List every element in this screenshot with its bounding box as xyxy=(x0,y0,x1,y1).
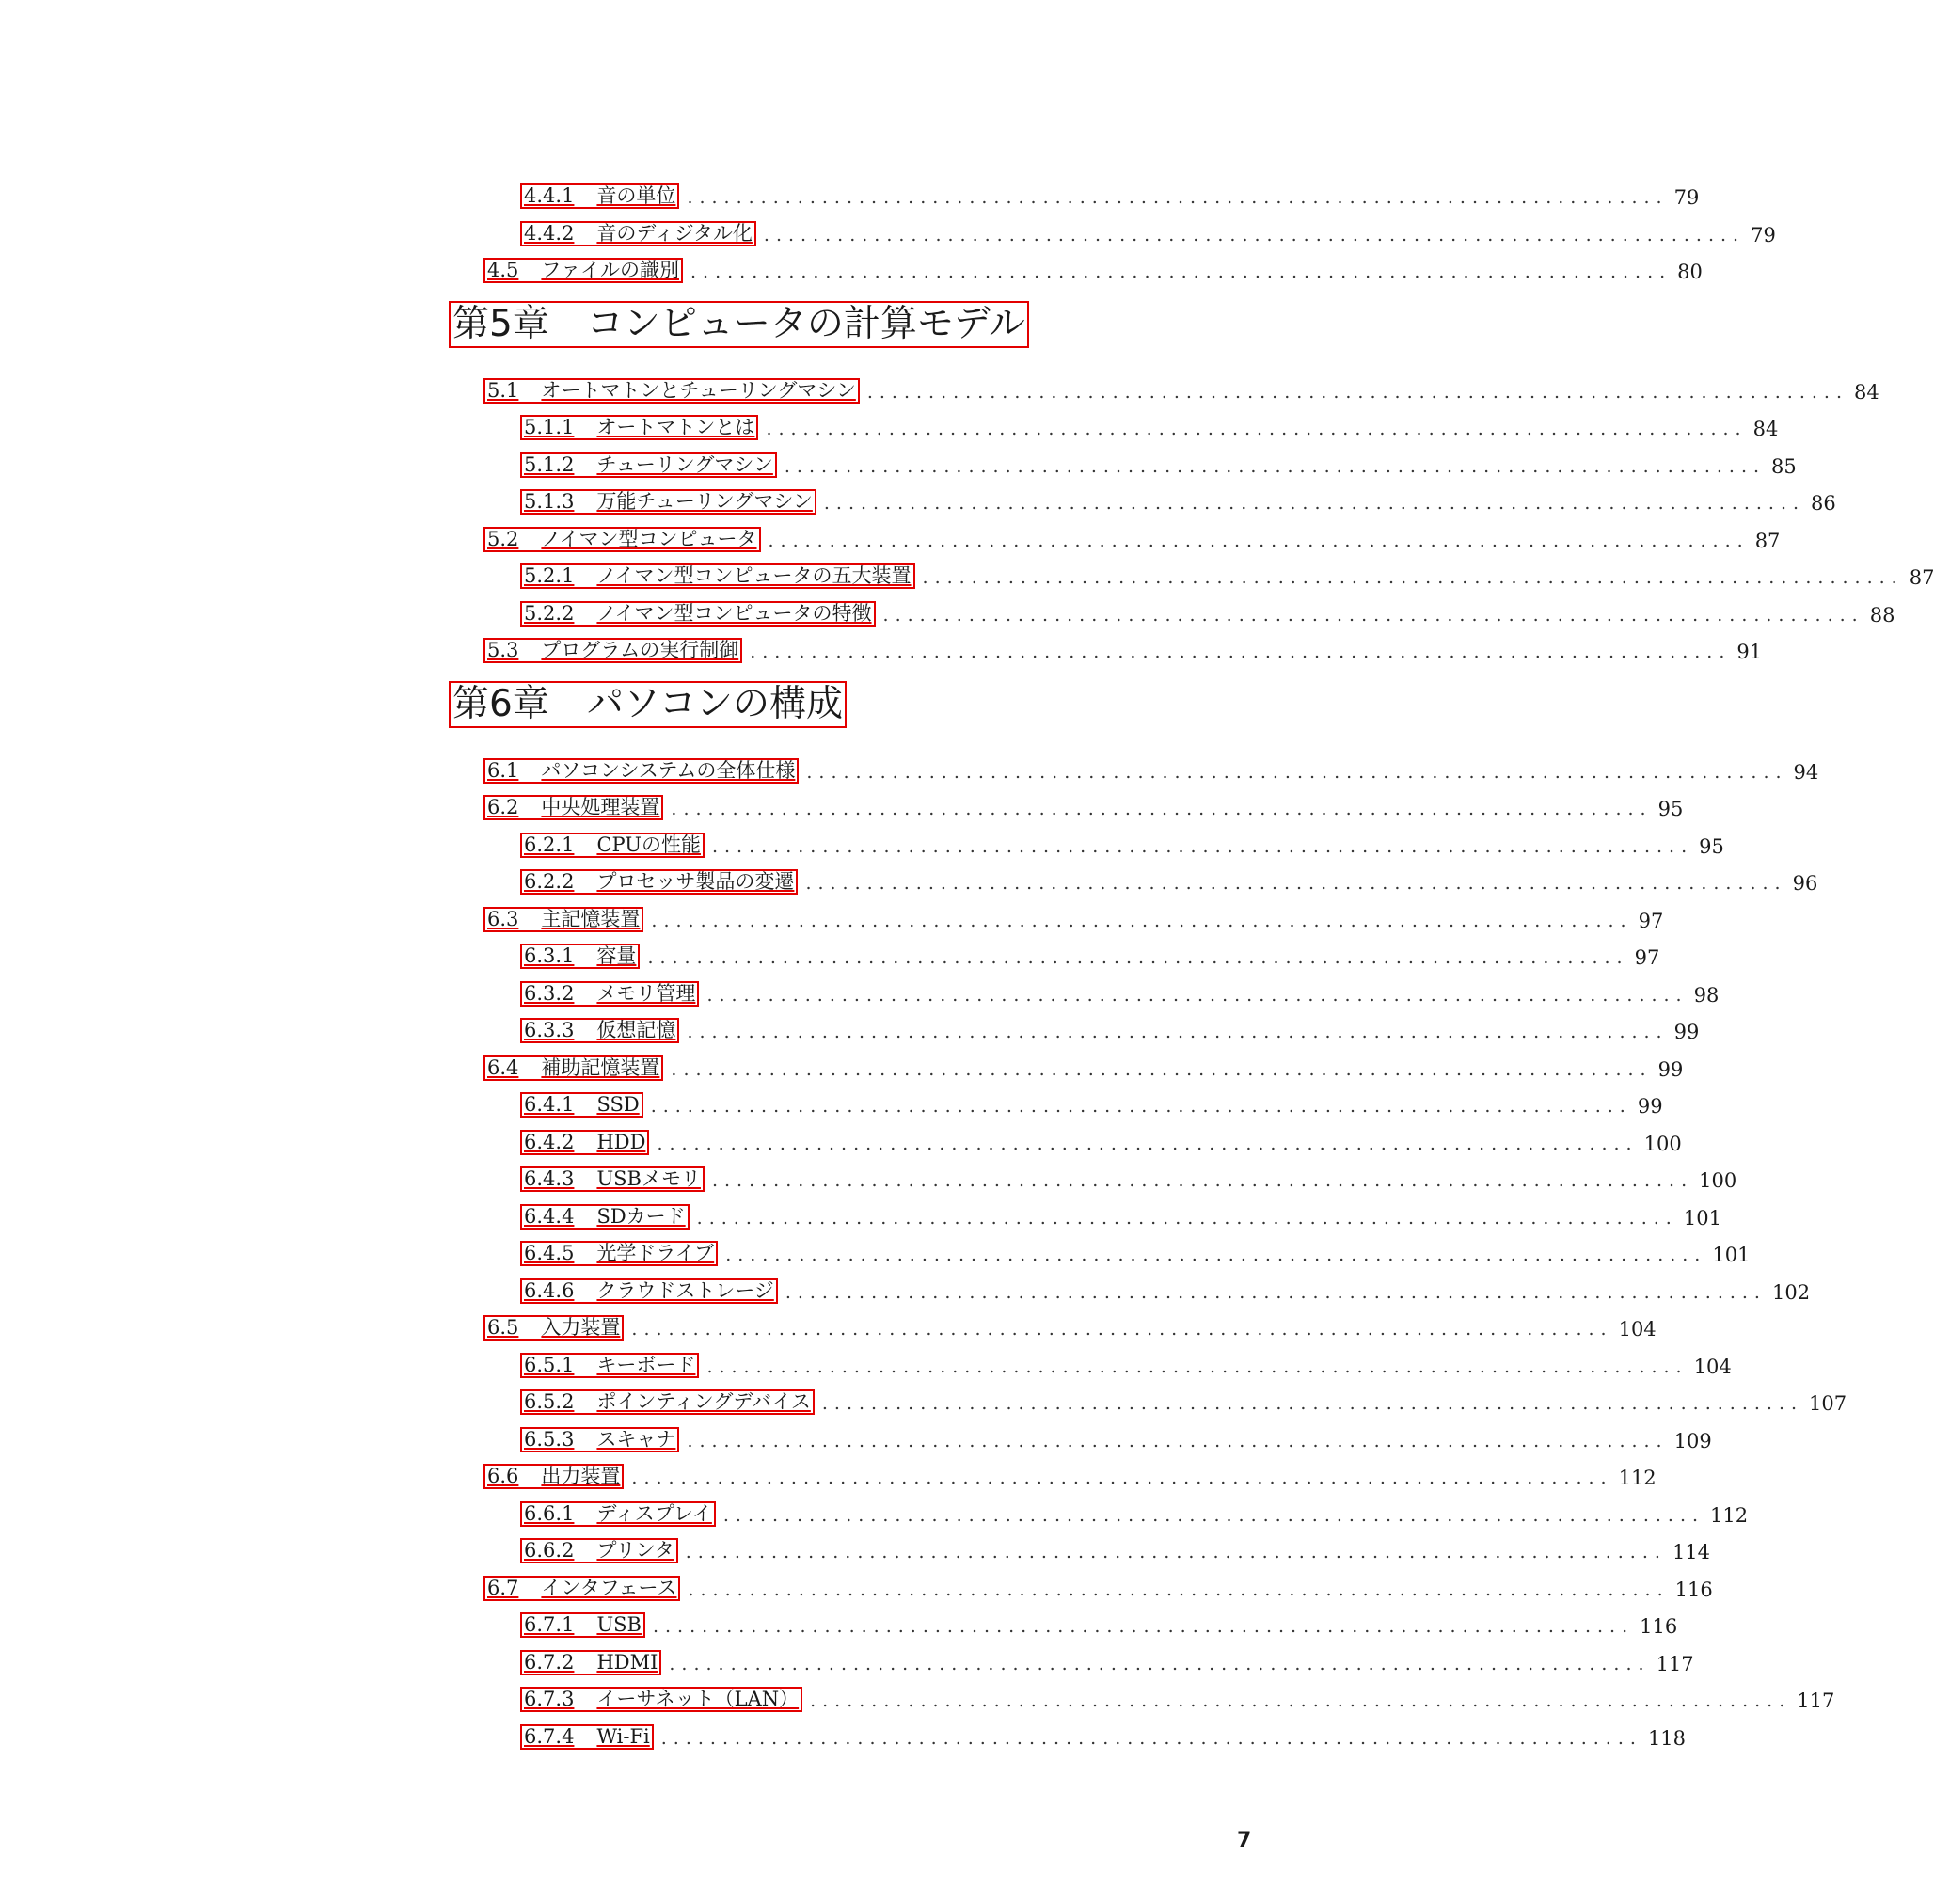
toc-entry[interactable] xyxy=(520,858,1818,895)
dot-leader: ................................................................................ xyxy=(696,1208,1678,1229)
page-ref: 88 xyxy=(1869,604,1895,627)
section-title: 中央処理装置 xyxy=(541,796,660,818)
section-title: ファイルの識別 xyxy=(541,259,679,281)
toc-entry-link[interactable] xyxy=(484,527,761,552)
section-number: 6.5.3 xyxy=(524,1428,575,1451)
section-title: HDMI xyxy=(596,1651,658,1674)
dot-leader: ................................................................................ xyxy=(687,1022,1669,1042)
toc-entry[interactable] xyxy=(520,1267,1811,1304)
page-ref: 79 xyxy=(1751,224,1776,246)
dot-leader: ................................................................................ xyxy=(687,1431,1669,1452)
dot-leader: ................................................................................ xyxy=(690,262,1672,282)
section-title: スキャナ xyxy=(596,1428,676,1451)
dot-leader: ................................................................................ xyxy=(806,762,1788,783)
dot-leader: ................................................................................ xyxy=(785,1282,1767,1303)
section-title: ポインティングデバイス xyxy=(596,1390,811,1413)
section-number: 6.3.2 xyxy=(524,982,575,1005)
section-number: 5.2.2 xyxy=(524,602,575,625)
toc-entry-link[interactable] xyxy=(520,1018,679,1043)
page-ref: 117 xyxy=(1797,1690,1835,1712)
page-ref: 100 xyxy=(1699,1169,1737,1192)
page-ref: 87 xyxy=(1754,530,1781,552)
section-number: 6.6 xyxy=(487,1465,519,1487)
section-number: 6.7 xyxy=(487,1577,519,1599)
section-title: ノイマン型コンピュータの五大装置 xyxy=(596,564,912,587)
section-title: USB xyxy=(596,1613,642,1636)
dot-leader: ................................................................................ xyxy=(725,1245,1707,1265)
toc-entry-link[interactable] xyxy=(520,1092,643,1118)
dot-leader: ................................................................................ xyxy=(631,1319,1613,1340)
chapter-number: 第5章 xyxy=(452,302,549,345)
toc-entry-link[interactable] xyxy=(520,1241,718,1266)
section-title: プログラムの実行制御 xyxy=(541,639,739,661)
section-number: 6.2.2 xyxy=(524,870,575,893)
page-ref: 98 xyxy=(1693,984,1720,1007)
toc-entry[interactable] xyxy=(520,932,1660,969)
toc-entry-link[interactable] xyxy=(484,1315,624,1341)
page-ref: 102 xyxy=(1771,1281,1811,1304)
section-number: 6.4.3 xyxy=(524,1167,575,1190)
toc-entry[interactable] xyxy=(520,1193,1721,1230)
page-ref: 80 xyxy=(1677,261,1703,283)
section-number: 6.5.2 xyxy=(524,1390,575,1413)
toc-entry-link[interactable] xyxy=(520,1389,815,1415)
toc-entry[interactable] xyxy=(520,1527,1711,1563)
section-number: 6.3 xyxy=(487,908,519,930)
toc-entry-link[interactable] xyxy=(520,1353,699,1378)
section-number: 6.2 xyxy=(487,796,519,818)
toc-entry[interactable] xyxy=(520,590,1895,627)
toc-entry[interactable] xyxy=(520,210,1776,246)
section-number: 4.4.1 xyxy=(524,184,575,207)
toc-entry[interactable] xyxy=(520,441,1797,478)
dot-leader: ................................................................................ xyxy=(866,382,1849,403)
toc-entry-link[interactable] xyxy=(520,1687,802,1712)
dot-leader: ................................................................................ xyxy=(657,1134,1639,1154)
page-ref: 107 xyxy=(1809,1392,1847,1415)
section-number: 6.6.1 xyxy=(524,1502,575,1525)
dot-leader: ................................................................................ xyxy=(660,1728,1642,1749)
page-ref: 100 xyxy=(1643,1133,1682,1155)
dot-leader: ................................................................................ xyxy=(784,456,1767,477)
section-title: パソコンシステムの全体仕様 xyxy=(541,759,796,782)
section-number: 6.6.2 xyxy=(524,1539,575,1562)
toc-entry[interactable] xyxy=(520,172,1700,209)
toc-entry-link[interactable] xyxy=(520,563,915,589)
section-number: 4.4.2 xyxy=(524,222,575,245)
section-title: CPUの性能 xyxy=(596,833,701,856)
toc-entry[interactable] xyxy=(520,1007,1700,1043)
toc-entry-link[interactable] xyxy=(484,795,663,820)
page-ref: 96 xyxy=(1792,872,1818,895)
dot-leader: ................................................................................ xyxy=(763,225,1746,246)
dot-leader: ................................................................................ xyxy=(687,187,1669,208)
page-ref: 87 xyxy=(1909,566,1934,589)
toc-entry[interactable] xyxy=(520,1713,1687,1750)
toc-entry-link[interactable] xyxy=(520,1166,705,1192)
section-title: ディスプレイ xyxy=(596,1502,712,1525)
toc-entry[interactable] xyxy=(484,246,1703,283)
page-ref: 97 xyxy=(1634,946,1660,969)
page-ref: 84 xyxy=(1854,381,1879,404)
toc-entry[interactable] xyxy=(520,1378,1847,1415)
toc-entry-link[interactable] xyxy=(520,944,640,969)
toc-entry-link[interactable] xyxy=(520,869,798,895)
section-number: 5.2 xyxy=(487,528,519,550)
toc-entry[interactable] xyxy=(520,1341,1732,1378)
section-title: SSD xyxy=(596,1093,640,1116)
toc-entry[interactable] xyxy=(520,478,1836,515)
toc-entry-link[interactable] xyxy=(520,1278,778,1304)
page-ref: 95 xyxy=(1699,835,1724,858)
dot-leader: ................................................................................ xyxy=(766,419,1748,439)
section-number: 6.3.1 xyxy=(524,944,575,967)
toc-entry-link[interactable] xyxy=(520,1204,690,1230)
toc-entry[interactable] xyxy=(484,747,1819,784)
section-number: 6.5.1 xyxy=(524,1354,575,1376)
section-number: 5.1 xyxy=(487,379,519,402)
page-ref: 114 xyxy=(1672,1541,1711,1563)
toc-entry-link[interactable] xyxy=(520,1612,645,1638)
toc-entry-link[interactable] xyxy=(484,758,799,784)
section-title: Wi-Fi xyxy=(596,1725,650,1748)
section-title: ノイマン型コンピュータ xyxy=(541,528,757,550)
dot-leader: ................................................................................ xyxy=(750,642,1732,662)
page-ref: 118 xyxy=(1647,1727,1687,1750)
page-ref: 116 xyxy=(1640,1615,1678,1638)
toc-entry[interactable] xyxy=(484,784,1684,820)
toc-entry-link[interactable] xyxy=(520,601,876,627)
toc-entry-link[interactable] xyxy=(484,258,683,283)
page-ref: 101 xyxy=(1683,1207,1721,1230)
section-title: HDD xyxy=(596,1131,646,1153)
section-title: イーサネット（LAN） xyxy=(596,1688,800,1710)
chapter-heading[interactable] xyxy=(449,681,847,728)
toc-entry-link[interactable] xyxy=(520,1427,679,1452)
page-ref: 84 xyxy=(1752,418,1779,440)
section-number: 6.4.6 xyxy=(524,1279,575,1302)
section-number: 4.5 xyxy=(487,259,519,281)
section-title: キーボード xyxy=(596,1354,696,1376)
section-title: プロセッサ製品の変遷 xyxy=(596,870,795,893)
toc-entry[interactable] xyxy=(520,970,1720,1007)
dot-leader: ................................................................................ xyxy=(706,985,1688,1006)
section-number: 5.3 xyxy=(487,639,519,661)
toc-entry[interactable] xyxy=(520,821,1724,858)
section-number: 6.5 xyxy=(487,1316,519,1339)
dot-leader: ................................................................................ xyxy=(768,531,1750,551)
section-title: 入力装置 xyxy=(541,1316,621,1339)
page-ref: 86 xyxy=(1811,492,1836,515)
section-title: 万能チューリングマシン xyxy=(596,490,813,513)
dot-leader: ................................................................................ xyxy=(671,1059,1653,1080)
page-ref: 104 xyxy=(1618,1318,1657,1341)
section-number: 6.1 xyxy=(487,759,519,782)
toc-entry[interactable] xyxy=(484,516,1781,552)
dot-leader: ................................................................................ xyxy=(823,493,1806,514)
dot-leader: ................................................................................ xyxy=(821,1393,1804,1414)
section-number: 6.4.1 xyxy=(524,1093,575,1116)
toc-entry[interactable] xyxy=(484,896,1664,932)
section-title: ノイマン型コンピュータの特徴 xyxy=(596,602,872,625)
section-title: プリンタ xyxy=(596,1539,674,1562)
dot-leader: ................................................................................ xyxy=(922,567,1904,588)
section-number: 6.4 xyxy=(487,1056,519,1079)
toc-entry-link[interactable] xyxy=(520,833,705,858)
page-ref: 112 xyxy=(1618,1467,1657,1489)
page-ref: 99 xyxy=(1637,1095,1663,1118)
section-title: メモリ管理 xyxy=(596,982,696,1005)
page-ref: 91 xyxy=(1736,641,1763,663)
page-ref: 95 xyxy=(1657,798,1684,820)
section-title: SDカード xyxy=(596,1205,686,1228)
toc-entry-link[interactable] xyxy=(520,452,777,478)
toc-entry-link[interactable] xyxy=(520,221,756,246)
dot-leader: ................................................................................ xyxy=(711,1170,1694,1191)
chapter-title: パソコンの構成 xyxy=(586,682,844,725)
dot-leader: ................................................................................ xyxy=(651,911,1633,931)
toc-entry[interactable] xyxy=(520,1675,1835,1712)
dot-leader: ................................................................................ xyxy=(669,1654,1651,1674)
page-ref: 112 xyxy=(1710,1504,1749,1527)
page-ref: 99 xyxy=(1673,1021,1700,1043)
section-number: 5.1.3 xyxy=(524,490,575,513)
section-title: 容量 xyxy=(596,944,637,967)
page-ref: 104 xyxy=(1693,1356,1732,1378)
dot-leader: ................................................................................ xyxy=(631,1468,1613,1488)
section-number: 6.2.1 xyxy=(524,833,575,856)
toc-entry[interactable] xyxy=(520,1081,1663,1118)
toc-entry[interactable] xyxy=(484,1564,1713,1601)
chapter-heading[interactable] xyxy=(449,301,1029,348)
toc-entry[interactable] xyxy=(520,1639,1694,1675)
toc-entry-link[interactable] xyxy=(520,981,699,1007)
dot-leader: ................................................................................ xyxy=(722,1505,1705,1526)
dot-leader: ................................................................................ xyxy=(652,1616,1635,1637)
toc-entry-link[interactable] xyxy=(484,1464,624,1489)
toc-entry-link[interactable] xyxy=(520,183,679,209)
section-number: 6.7.1 xyxy=(524,1613,575,1636)
page-ref: 85 xyxy=(1771,455,1797,478)
dot-leader: ................................................................................ xyxy=(810,1690,1792,1711)
toc-entry-link[interactable] xyxy=(520,1130,649,1155)
dot-leader: ................................................................................ xyxy=(685,1542,1667,1563)
section-number: 5.2.1 xyxy=(524,564,575,587)
dot-leader: ................................................................................ xyxy=(650,1096,1632,1117)
section-title: クラウドストレージ xyxy=(596,1279,774,1302)
section-title: 仮想記憶 xyxy=(596,1019,676,1041)
section-title: インタフェース xyxy=(541,1577,677,1599)
section-title: チューリングマシン xyxy=(596,453,773,476)
section-number: 6.7.2 xyxy=(524,1651,575,1674)
page-ref: 99 xyxy=(1657,1058,1684,1081)
toc-entry-link[interactable] xyxy=(520,489,816,515)
toc-entry[interactable] xyxy=(520,552,1934,589)
page-ref: 101 xyxy=(1712,1244,1751,1266)
page-ref: 109 xyxy=(1673,1430,1712,1452)
section-number: 6.4.2 xyxy=(524,1131,575,1153)
section-number: 6.4.5 xyxy=(524,1242,575,1264)
toc-entry[interactable] xyxy=(520,1230,1751,1266)
section-title: 音の単位 xyxy=(596,184,676,207)
dot-leader: ................................................................................ xyxy=(882,605,1864,626)
chapter-number: 第6章 xyxy=(452,682,549,725)
page-ref: 79 xyxy=(1673,186,1700,209)
section-number: 6.3.3 xyxy=(524,1019,575,1041)
dot-leader: ................................................................................ xyxy=(805,873,1787,894)
section-title: オートマトンとチューリングマシン xyxy=(541,379,856,402)
section-number: 6.7.3 xyxy=(524,1688,575,1710)
dot-leader: ................................................................................ xyxy=(706,1357,1688,1377)
dot-leader: ................................................................................ xyxy=(688,1579,1670,1600)
section-number: 5.1.1 xyxy=(524,416,575,438)
toc-entry-link[interactable] xyxy=(520,1650,661,1675)
page-ref: 94 xyxy=(1793,761,1819,784)
page-number: 7 xyxy=(1237,1829,1252,1852)
toc-entry[interactable] xyxy=(520,1416,1712,1452)
toc-entry-link[interactable] xyxy=(484,638,742,663)
dot-leader: ................................................................................ xyxy=(671,799,1653,819)
toc-entry[interactable] xyxy=(520,1601,1678,1638)
dot-leader: ................................................................................ xyxy=(711,836,1694,857)
page-ref: 116 xyxy=(1674,1579,1713,1601)
section-title: 出力装置 xyxy=(541,1465,621,1487)
toc-entry[interactable] xyxy=(484,367,1879,404)
section-title: USBメモリ xyxy=(596,1167,701,1190)
toc-entry[interactable] xyxy=(484,1304,1657,1341)
toc-entry-link[interactable] xyxy=(520,415,758,440)
toc-entry-link[interactable] xyxy=(520,1724,654,1750)
toc-entry[interactable] xyxy=(520,1490,1749,1527)
toc-entry[interactable] xyxy=(484,1452,1657,1489)
toc-entry-link[interactable] xyxy=(484,1055,663,1081)
toc-entry-link[interactable] xyxy=(520,1538,678,1563)
page-ref: 117 xyxy=(1656,1653,1694,1675)
toc-entry-link[interactable] xyxy=(520,1501,716,1527)
section-title: オートマトンとは xyxy=(596,416,755,438)
section-title: 補助記憶装置 xyxy=(541,1056,660,1079)
chapter-title: コンピュータの計算モデル xyxy=(586,302,1025,345)
section-number: 6.7.4 xyxy=(524,1725,575,1748)
toc-entry[interactable] xyxy=(520,1119,1682,1155)
toc-entry-link[interactable] xyxy=(484,907,643,932)
section-title: 音のディジタル化 xyxy=(596,222,753,245)
toc-entry-link[interactable] xyxy=(484,1576,680,1601)
section-title: 光学ドライブ xyxy=(596,1242,715,1264)
section-number: 6.4.4 xyxy=(524,1205,575,1228)
toc-entry[interactable] xyxy=(520,1155,1737,1192)
section-title: 主記憶装置 xyxy=(541,908,641,930)
toc-entry[interactable] xyxy=(484,627,1763,663)
toc-entry-link[interactable] xyxy=(484,378,860,404)
dot-leader: ................................................................................ xyxy=(647,947,1629,968)
page-ref: 97 xyxy=(1638,910,1664,932)
section-number: 5.1.2 xyxy=(524,453,575,476)
toc-entry[interactable] xyxy=(520,404,1779,440)
toc-entry[interactable] xyxy=(484,1044,1684,1081)
